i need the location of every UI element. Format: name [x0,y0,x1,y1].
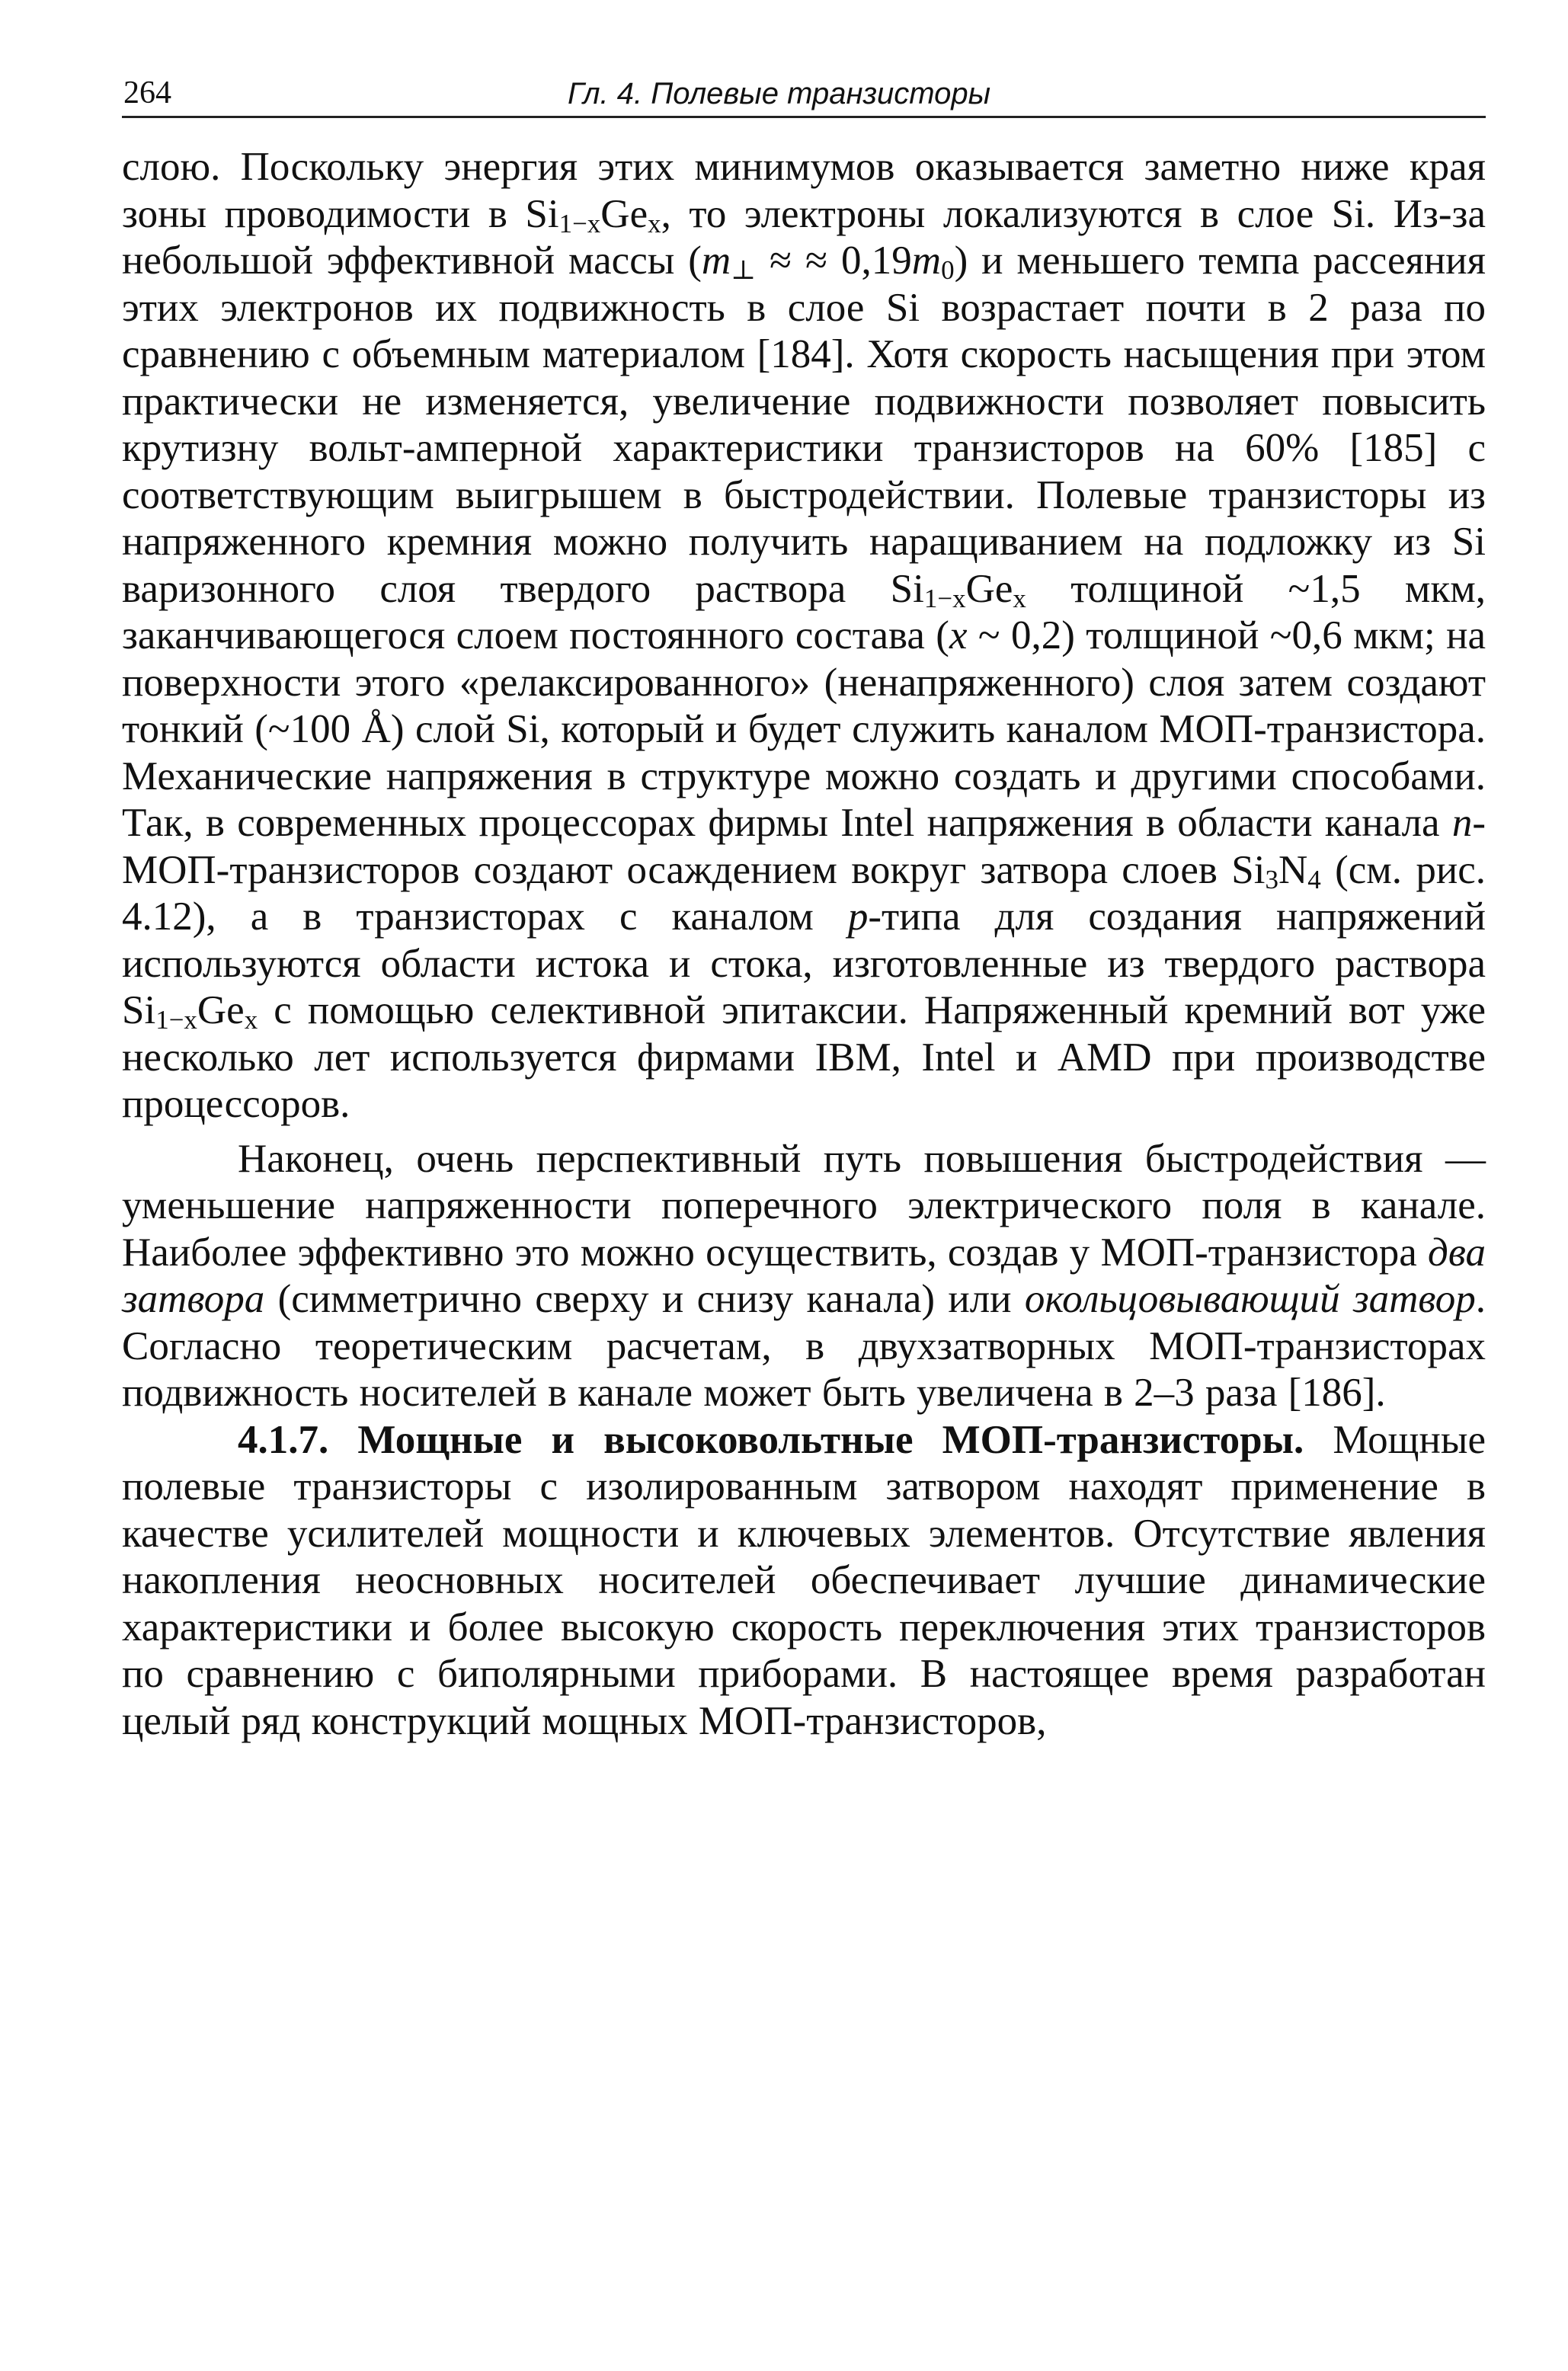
book-page [122,67,1486,1745]
subscript: 1−x [923,583,966,613]
subscript: 1−x [155,1004,197,1035]
text-run: слою. Поскольку энергия этих минимумов оказывается заметно ниже края зоны проводимости в Si [122,145,1486,236]
subscript: x [1013,583,1026,613]
section-number: 4.1.7. [238,1417,329,1462]
text-run: -МОП-транзисторов создают осаждением вокруг затвора слоев Si [122,801,1486,892]
emphasis: два затвора [122,1230,1486,1321]
section-4-1-7 [122,1417,1486,1745]
running-title: Гл. 4. Полевые транзисторы [568,77,991,110]
text-run: ) и меньшего темпа рассеяния этих электронов их подвижность в слое Si возрастает почти в 2 раза по сравнению с объемным материалом [184]. Хотя скорость насыщения при этом практически не изменяется, увеличение подвижности позволяет повысить крутизну вольт-амперной характеристики транзисторов на 60% [185] с соответствующим выигрышем в быстродействии. Полевые транзисторы из напряженного кремния можно получить наращиванием на подложку из Si варизонного слоя твердого раствора Si [122,238,1486,611]
math-var: p [847,894,869,939]
text-run: N [1278,847,1308,892]
text-run: ≈ ≈ 0,19 [756,238,912,283]
page-body [122,144,1486,1745]
emphasis: окольцовывающий затвор [1024,1277,1476,1321]
text-run: толщиной ~1,5 мкм, заканчивающегося слоем постоянного состава ( [122,566,1486,658]
paragraph-strained-silicon [122,144,1486,1128]
text-run: Ge [600,191,648,236]
text-run: Наконец, очень перспективный путь повышения быстродействия — уменьшение напряженности поперечного электрического поля в канале. Наиболее эффективно это можно осуществить, создав у МОП-транзистора [122,1136,1486,1275]
text-run: Ge [197,988,245,1032]
math-var: n [1451,801,1473,845]
math-var: m [701,238,731,283]
section-text: Мощные полевые транзисторы с изолированным затвором находят применение в качестве усилителей мощности и ключевых элементов. Отсутствие явления накопления неосновных носителей обеспечивает лучшие динамические характеристики и более высокую скорость переключения этих транзисторов по сравнению с биполярными приборами. В настоящее время разработан целый ряд конструкций мощных МОП-транзисторов, [122,1417,1486,1743]
text-run: . Согласно теоретическим расчетам, в двухзатворных МОП-транзисторах подвижность носителей в канале может быть увеличена в 2–3 раза [186]. [122,1277,1486,1415]
subscript: 4 [1307,864,1321,894]
section-title: Мощные и высоковольтные МОП-транзисторы. [357,1417,1304,1462]
page-header [122,67,1486,118]
subscript: 3 [1265,864,1278,894]
text-run: с помощью селективной эпитаксии. Напряженный кремний вот уже несколько лет используется фирмами IBM, Intel и AMD при производстве процессоров. [122,988,1486,1126]
text-run: (симметрично сверху и снизу канала) или [264,1277,1025,1321]
subscript: ⊥ [731,254,757,285]
paragraph-double-gate [122,1136,1486,1417]
math-var: x [949,613,968,658]
text-run: Ge [965,566,1013,611]
page-number: 264 [123,75,171,110]
subscript: 1−x [558,208,601,238]
text-run: -типа для создания напряжений используются области истока и стока, изготовленные из твердого раствора Si [122,894,1486,1032]
math-var: m [911,238,942,283]
text-run: , то электроны локализуются в слое Si. Из-за небольшой эффективной массы ( [122,191,1486,283]
text-run: ~ 0,2) толщиной ~0,6 мкм; на поверхности этого «релаксированного» (ненапряженного) слоя затем создают тонкий (~100 Å) слой Si, который и будет служить каналом МОП-транзистора. Механические напряжения в структуре можно создать и другими способами. Так, в современных процессорах фирмы Intel напряжения в области канала [122,613,1486,845]
subscript: x [648,208,661,238]
subscript: 0 [941,254,955,285]
text-run: (см. рис. 4.12), а в транзисторах с каналом [122,847,1486,939]
subscript: x [244,1004,258,1035]
